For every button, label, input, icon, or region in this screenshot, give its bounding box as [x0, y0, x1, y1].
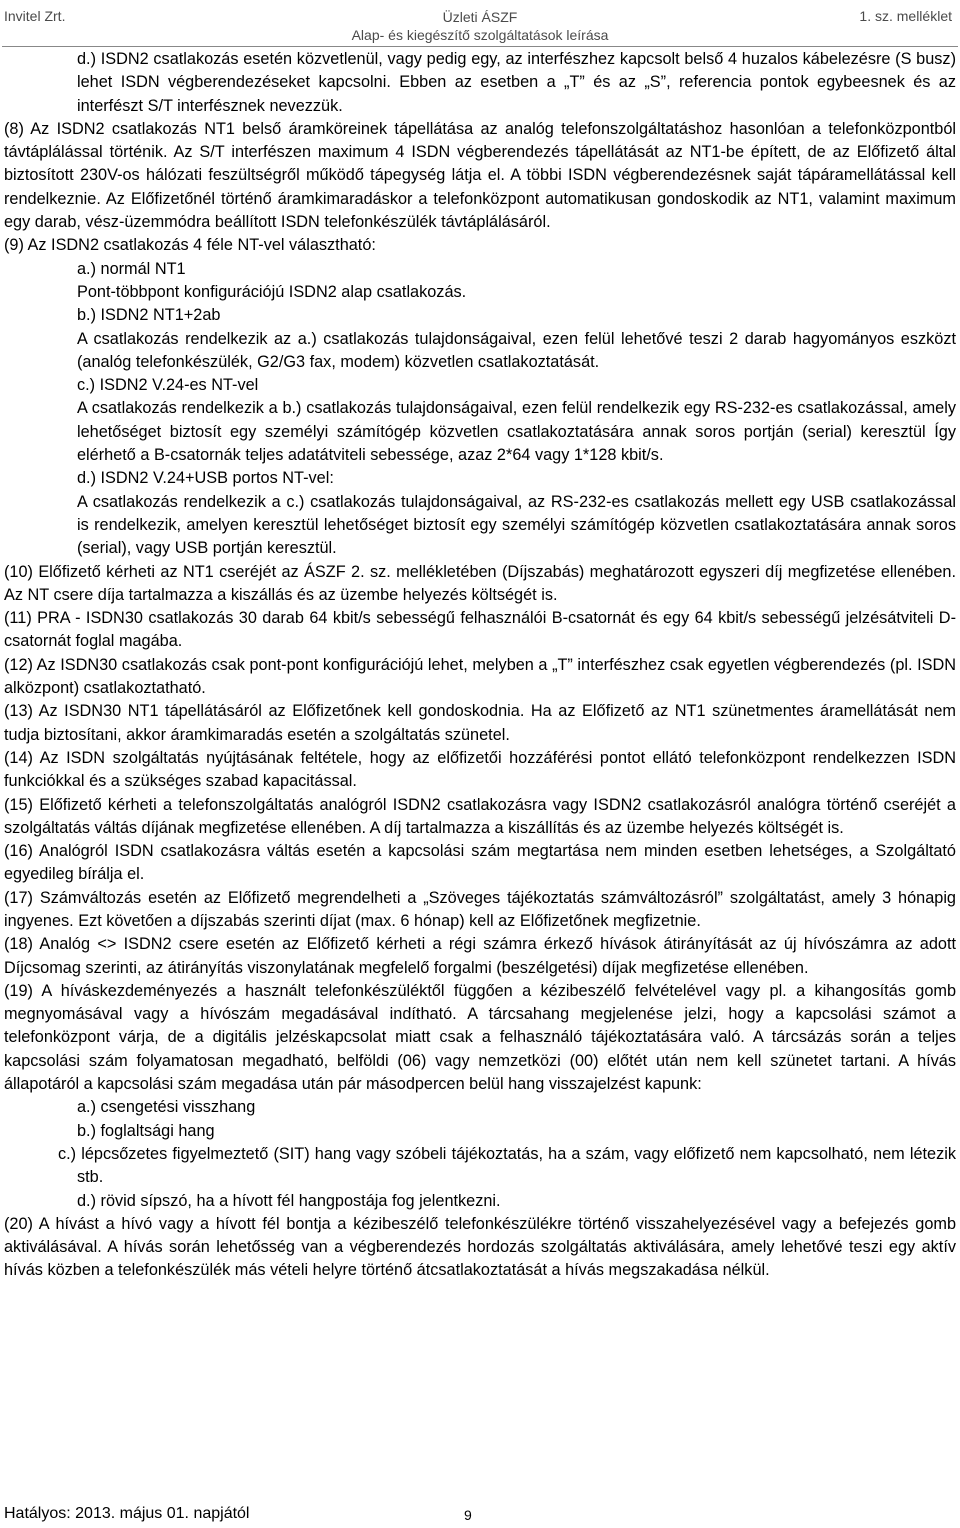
paragraph: (15) Előfizető kérheti a telefonszolgáltatás analógról ISDN2 csatlakozásra vagy ISDN2 csatlakozásról analógra történő cseréjét a szolgáltatás váltás díjának megfizetése ellenében. A díj tartalmazza a kiszállítás és az üzembe helyezés költségét is. — [4, 795, 956, 837]
paragraph: d.) rövid sípszó, ha a hívott fél hangpostája fog jelentkezni. — [77, 1191, 501, 1210]
paragraph: (19) A híváskezdeményezés a használt telefonkészüléktől függően a kézibeszélő felvételével vagy pl. a kihangosítás gomb megnyomásával vagy a hívószám megadásával indítható. A tárcsahang megjelenése jelzi, hogy a kapcsolási számot a telefonközpont várja, de a digitális jelzéskapcsolat miatt csak a felhasználó tájékoztatására való. A tárcsázás során a teljes kapcsolási szám folyamatosan megadható, belföldi (06) vagy nemzetközi (00) előtét után nem kell szünetet tartani. A hívás állapotáról a kapcsolási szám megadása után pár másodpercen belül hang visszajelzést kapunk: — [4, 981, 956, 1094]
page-header — [0, 6, 960, 46]
paragraph: c.) ISDN2 V.24-es NT-vel — [77, 376, 259, 395]
paragraph: b.) ISDN2 NT1+2ab — [77, 306, 221, 325]
paragraph: b.) foglaltsági hang — [77, 1121, 215, 1140]
paragraph: A csatlakozás rendelkezik a c.) csatlakozás tulajdonságaival, az RS-232-es csatlakozás mellett egy USB csatlakozással is rendelkezik, amelyen keresztül lehetőséget biztosít egy személyi számítógép közvetlen csatlakoztatására annak soros (serial), vagy USB portján keresztül. — [77, 492, 956, 558]
paragraph: d.) ISDN2 csatlakozás esetén közvetlenül, vagy pedig egy, az interfészhez kapcsolt belső 4 huzalos kábelezésre (S busz) lehet ISDN végberendezéseket kapcsolni. Ebben az esetben a „T” és az „S”, referencia pontok egybeesnek és az interfészt S/T interfésznek nevezzük. — [77, 50, 956, 115]
header-title: Üzleti ÁSZF — [442, 9, 518, 25]
header-subtitle: Alap- és kiegészítő szolgáltatások leírása — [351, 27, 609, 43]
paragraph: A csatlakozás rendelkezik a b.) csatlakozás tulajdonságaival, ezen felül rendelkezik egy RS-232-es csatlakozással, amely lehetőséget biztosít egy személyi számítógép közvetlen csatlakoztatására annak soros portján (serial) keresztül Így elérhető a B-csatornák teljes adatátviteli sebessége, azaz 2*64 vagy 1*128 kbit/s. — [77, 399, 956, 465]
paragraph: (11) PRA - ISDN30 csatlakozás 30 darab 64 kbit/s sebességű felhasználói B-csatornát és egy 64 kbit/s sebességű jelzésátviteli D-csatornát foglal magába. — [4, 609, 956, 651]
footer-effective-date: Hatályos: 2013. május 01. napjától — [4, 1505, 250, 1522]
page-number: 9 — [464, 1507, 472, 1523]
paragraph: (14) Az ISDN szolgáltatás nyújtásának feltétele, hogy az előfizetői hozzáférési pontot ellátó telefonközpont rendelkezzen ISDN funkciókkal és a szükséges szabad kapacitással. — [4, 748, 956, 791]
paragraph: A csatlakozás rendelkezik az a.) csatlakozás tulajdonságaival, ezen felül lehetővé teszi 2 darab hagyományos eszközt (analóg telefonkészülék, G2/G3 fax, modem) közvetlen csatlakoztatását. — [77, 329, 956, 371]
paragraph: (9) Az ISDN2 csatlakozás 4 féle NT-vel választható: — [4, 236, 376, 255]
paragraph: Pont-többpont konfigurációjú ISDN2 alap csatlakozás. — [77, 282, 467, 301]
paragraph: (20) A hívást a hívó vagy a hívott fél bontja a kézibeszélő telefonkészülékre történő visszahelyezésével vagy a befejezés gomb aktiválásával. A hívás során lehetősség van a végberendezés hordozás szolgáltatás aktiválására, amely lehetővé teszi egy aktív hívás közben a telefonkészülék más vételi helyre történő átcsatlakoztatását a hívás megszakadása nélkül. — [4, 1214, 956, 1280]
paragraph: (10) Előfizető kérheti az NT1 cseréjét az ÁSZF 2. sz. mellékletében (Díjszabás) meghatározott egyszeri díj megfizetése ellenében. Az NT csere díja tartalmazza a kiszállás és az üzembe helyezés költségét is. — [4, 562, 956, 604]
header-company: Invitel Zrt. — [4, 8, 66, 24]
document-body — [4, 48, 956, 1283]
paragraph: (16) Analógról ISDN csatlakozásra váltás esetén a kapcsolási szám megtartása nem minden esetben lehetséges, a Szolgáltató egyedileg bírálja el. — [4, 842, 956, 884]
header-center — [0, 8, 960, 44]
paragraph: (8) Az ISDN2 csatlakozás NT1 belső áramköreinek tápellátása az analóg telefonszolgáltatáshoz hasonlóan a telefonközpontból távtáplálással történik. Az S/T interfészen maximum 4 ISDN végberendezés tápellátását az NT1-be épített, de az Előfizető által biztosított 230V-os hálózati feszültségről működő tápegység látja el. A többi ISDN végberendezésnek saját tápáramellátással kell rendelkeznie. Az Előfizetőnél történő áramkimaradáskor a telefonközpont automatikusan gondoskodik az NT1, valamint maximum egy darab, vész-üzemmódra beállított ISDN telefonkészülék távtáplálásáról. — [4, 119, 956, 232]
paragraph: (13) Az ISDN30 NT1 tápellátásáról az Előfizetőnek kell gondoskodnia. Ha az Előfizető az NT1 szünetmentes áramellátását nem tudja biztosítani, akkor áramkimaradás esetén a szolgáltatás szünetel. — [4, 702, 956, 744]
header-divider — [2, 46, 958, 47]
paragraph: (12) Az ISDN30 csatlakozás csak pont-pont konfigurációjú lehet, melyben a „T” interfészhez csak egyetlen végberendezés (pl. ISDN alközpont) csatlakoztatható. — [4, 655, 956, 698]
paragraph: (17) Számváltozás esetén az Előfizető megrendelheti a „Szöveges tájékoztatás számváltozásról” szolgáltatást, amely 3 hónapig ingyenes. Ezt követően a díjszabás szerinti díjat (max. 6 hónap) kell az Előfizetőnek megfizetnie. — [4, 888, 956, 930]
paragraph: a.) normál NT1 — [77, 259, 186, 278]
paragraph: d.) ISDN2 V.24+USB portos NT-vel: — [77, 469, 334, 488]
paragraph: (18) Analóg <> ISDN2 csere esetén az Előfizető kérheti a régi számra érkező hívások átirányítását az új hívószámra az adott Díjcsomag szerinti, az átirányítás viszonylatának megfelelő forgalmi (beszélgetési) díjak megfizetése ellenében. — [4, 935, 956, 977]
paragraph: c.) lépcsőzetes figyelmeztető (SIT) hang vagy szóbeli tájékoztatás, ha a szám, vagy előfizető nem kapcsolható, nem létezik stb. — [58, 1144, 956, 1187]
paragraph: a.) csengetési visszhang — [77, 1098, 256, 1117]
header-annex: 1. sz. melléklet — [859, 8, 952, 24]
